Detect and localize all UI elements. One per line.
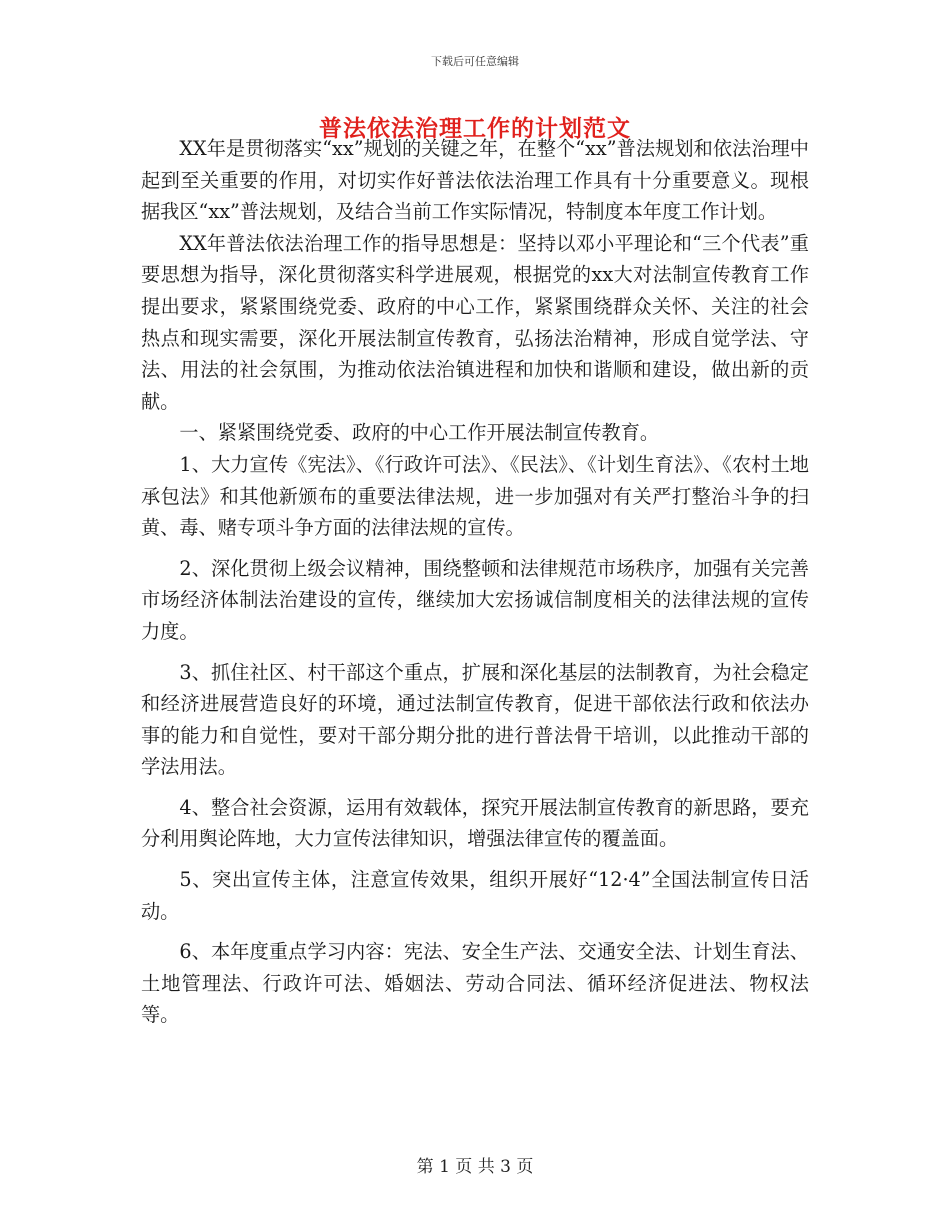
page-header-note: 下载后可任意编辑 bbox=[431, 55, 519, 68]
paragraph-item-2: 2、深化贯彻上级会议精神，围绕整顿和法律规范市场秩序，加强有关完善市场经济体制法治建设的宣传，继续加大宏扬诚信制度相关的法律法规的宣传力度。 bbox=[141, 556, 809, 643]
page-number-footer: 第 1 页 共 3 页 bbox=[416, 1157, 534, 1177]
document-title: 普法依法治理工作的计划范文 bbox=[319, 115, 631, 142]
paragraph-intro: XX年是贯彻落实“xx”规划的关键之年，在整个“xx”普法规划和依法治理中起到至关重要的作用，对切实作好普法依法治理工作具有十分重要意义。现根据我区“xx”普法规划，及结合当前工作实际情况，特制度本年度工作计划。 bbox=[141, 137, 809, 224]
paragraph-item-6: 6、本年度重点学习内容：宪法、安全生产法、交通安全法、计划生育法、土地管理法、行政许可法、婚姻法、劳动合同法、循环经济促进法、物权法等。 bbox=[141, 940, 809, 1027]
document-body bbox=[141, 133, 809, 1031]
paragraph-item-5: 5、突出宣传主体，注意宣传效果，组织开展好“12·4”全国法制宣传日活动。 bbox=[141, 868, 809, 923]
paragraph-section-heading: 一、紧紧围绕党委、政府的中心工作开展法制宣传教育。 bbox=[179, 421, 660, 445]
paragraph-item-1: 1、大力宣传《宪法》、《行政许可法》、《民法》、《计划生育法》、《农村土地承包法》和其他新颁布的重要法律法规，进一步加强对有关严打整治斗争的扫黄、毒、赌专项斗争方面的法律法规的宣传。 bbox=[141, 452, 809, 540]
paragraph-guiding-thought: XX年普法依法治理工作的指导思想是：坚持以邓小平理论和“三个代表”重要思想为指导，深化贯彻落实科学进展观，根据党的xx大对法制宣传教育工作提出要求，紧紧围绕党委、政府的中心工作，紧紧围绕群众关怀、关注的社会热点和现实需要，深化开展法制宣传教育，弘扬法治精神，形成自觉学法、守法、用法的社会氛围，为推动依法治镇进程和加快和谐顺和建设，做出新的贡献。 bbox=[141, 231, 809, 413]
paragraph-item-4: 4、整合社会资源，运用有效载体，探究开展法制宣传教育的新思路，要充分利用舆论阵地，大力宣传法律知识，增强法律宣传的覆盖面。 bbox=[141, 795, 809, 851]
paragraph-item-3: 3、抓住社区、村干部这个重点，扩展和深化基层的法制教育，为社会稳定和经济进展营造良好的环境，通过法制宣传教育，促进干部依法行政和依法办事的能力和自觉性，要对干部分期分批的进行普法骨干培训，以此推动干部的学法用法。 bbox=[141, 660, 809, 779]
